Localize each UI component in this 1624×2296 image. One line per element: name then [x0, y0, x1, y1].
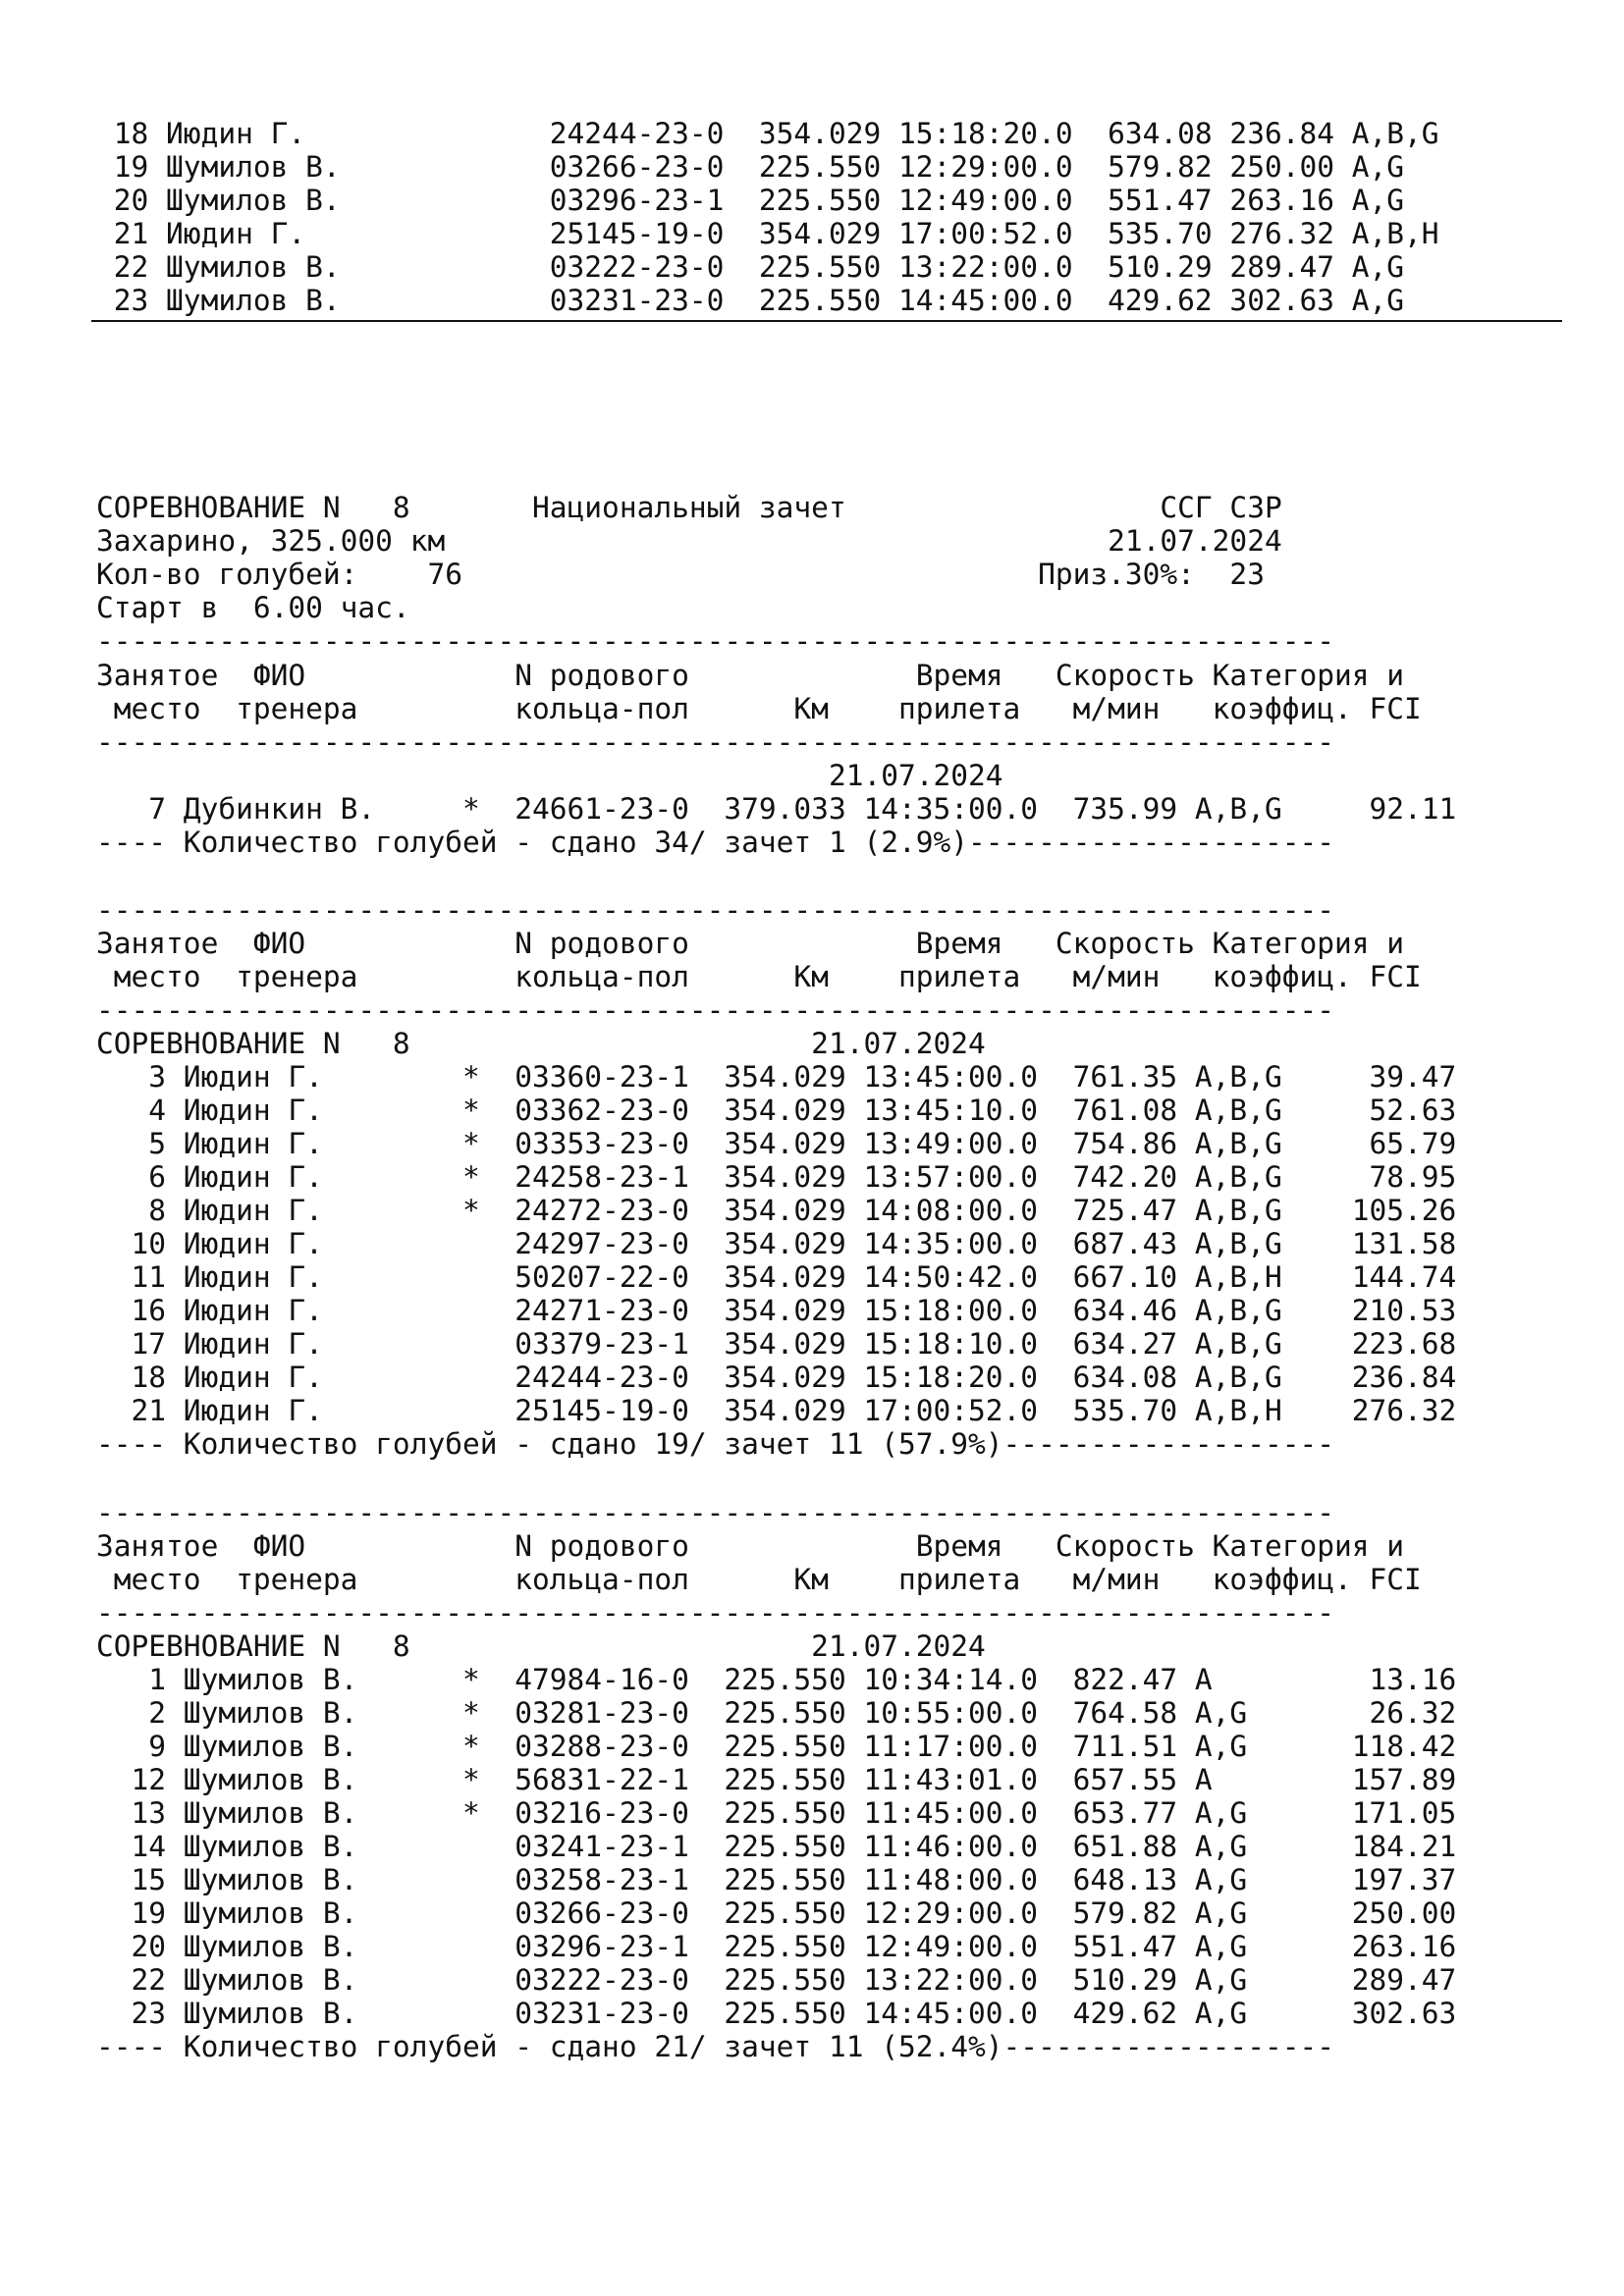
section-title-line: СОРЕВНОВАНИЕ N 8 21.07.2024: [96, 1027, 986, 1060]
result-row: 1 Шумилов В. * 47984-16-0 225.550 10:34:14.0 822.47 A 13.16: [96, 1663, 1457, 1696]
result-row: 8 Июдин Г. * 24272-23-0 354.029 14:08:00.0 725.47 A,B,G 105.26: [96, 1194, 1457, 1227]
dash-separator: -----------------------------------------------------------------------: [96, 1496, 1334, 1529]
section-summary: ---- Количество голубей - сдано 21/ зачет 11 (52.4%)-------------------: [96, 2030, 1334, 2063]
top-result-row: 19 Шумилов В. 03266-23-0 225.550 12:29:00.0 579.82 250.00 A,G: [96, 150, 1405, 184]
competition-title-line: СОРЕВНОВАНИЕ N 8 Национальный зачет ССГ СЗР: [96, 491, 1282, 524]
result-row: 10 Июдин Г. 24297-23-0 354.029 14:35:00.0 687.43 A,B,G 131.58: [96, 1227, 1457, 1260]
section-summary: ---- Количество голубей - сдано 34/ зачет 1 (2.9%)---------------------: [96, 826, 1334, 859]
result-row: 11 Июдин Г. 50207-22-0 354.029 14:50:42.0 667.10 A,B,H 144.74: [96, 1260, 1457, 1294]
result-row: 12 Шумилов В. * 56831-22-1 225.550 11:43:01.0 657.55 A 157.89: [96, 1763, 1457, 1796]
result-row: 2 Шумилов В. * 03281-23-0 225.550 10:55:00.0 764.58 A,G 26.32: [96, 1696, 1457, 1730]
result-row: 17 Июдин Г. 03379-23-1 354.029 15:18:10.0 634.27 A,B,G 223.68: [96, 1327, 1457, 1361]
result-row: 13 Шумилов В. * 03216-23-0 225.550 11:45:00.0 653.77 A,G 171.05: [96, 1796, 1457, 1830]
competition-start-line: Старт в 6.00 час.: [96, 591, 410, 624]
top-result-row: 20 Шумилов В. 03296-23-1 225.550 12:49:00.0 551.47 263.16 A,G: [96, 184, 1405, 217]
top-result-row: 18 Июдин Г. 24244-23-0 354.029 15:18:20.0 634.08 236.84 A,B,G: [96, 117, 1439, 150]
result-row: 3 Июдин Г. * 03360-23-1 354.029 13:45:00.0 761.35 A,B,G 39.47: [96, 1060, 1457, 1094]
result-row: 5 Июдин Г. * 03353-23-0 354.029 13:49:00.0 754.86 A,B,G 65.79: [96, 1127, 1457, 1160]
top-result-row: 21 Июдин Г. 25145-19-0 354.029 17:00:52.0 535.70 276.32 A,B,H: [96, 217, 1439, 250]
result-row: 4 Июдин Г. * 03362-23-0 354.029 13:45:10.0 761.08 A,B,G 52.63: [96, 1094, 1457, 1127]
top-result-row: 22 Шумилов В. 03222-23-0 225.550 13:22:00.0 510.29 289.47 A,G: [96, 250, 1405, 284]
column-header-line-2: место тренера кольца-пол Км прилета м/мин коэффиц. FCI: [96, 960, 1422, 993]
result-row: 22 Шумилов В. 03222-23-0 225.550 13:22:00.0 510.29 A,G 289.47: [96, 1963, 1457, 1997]
competition-location-line: Захарино, 325.000 км 21.07.2024: [96, 524, 1282, 558]
column-header-line-1: Занятое ФИО N родового Время Скорость Категория и: [96, 659, 1405, 692]
dash-separator: -----------------------------------------------------------------------: [96, 893, 1334, 927]
result-row: 18 Июдин Г. 24244-23-0 354.029 15:18:20.0 634.08 A,B,G 236.84: [96, 1361, 1457, 1394]
table-bottom-rule: [91, 320, 1562, 322]
dash-separator: -----------------------------------------------------------------------: [96, 725, 1334, 759]
result-row: 9 Шумилов В. * 03288-23-0 225.550 11:17:00.0 711.51 A,G 118.42: [96, 1730, 1457, 1763]
dash-separator: -----------------------------------------------------------------------: [96, 993, 1334, 1027]
result-row: 23 Шумилов В. 03231-23-0 225.550 14:45:00.0 429.62 A,G 302.63: [96, 1997, 1457, 2030]
column-header-line-1: Занятое ФИО N родового Время Скорость Категория и: [96, 927, 1405, 960]
competition-pigeon-count-line: Кол-во голубей: 76 Приз.30%: 23: [96, 558, 1265, 591]
result-row: 6 Июдин Г. * 24258-23-1 354.029 13:57:00.0 742.20 A,B,G 78.95: [96, 1160, 1457, 1194]
section-date-line: 21.07.2024: [96, 759, 1003, 792]
result-row: 14 Шумилов В. 03241-23-1 225.550 11:46:00.0 651.88 A,G 184.21: [96, 1830, 1457, 1863]
result-row: 21 Июдин Г. 25145-19-0 354.029 17:00:52.0 535.70 A,B,H 276.32: [96, 1394, 1457, 1427]
top-result-row: 23 Шумилов В. 03231-23-0 225.550 14:45:00.0 429.62 302.63 A,G: [96, 284, 1405, 317]
result-row: 15 Шумилов В. 03258-23-1 225.550 11:48:00.0 648.13 A,G 197.37: [96, 1863, 1457, 1896]
result-row: 16 Июдин Г. 24271-23-0 354.029 15:18:00.0 634.46 A,B,G 210.53: [96, 1294, 1457, 1327]
column-header-line-2: место тренера кольца-пол Км прилета м/мин коэффиц. FCI: [96, 692, 1422, 725]
result-row: 7 Дубинкин В. * 24661-23-0 379.033 14:35:00.0 735.99 A,B,G 92.11: [96, 792, 1457, 826]
dash-separator: -----------------------------------------------------------------------: [96, 624, 1334, 658]
result-row: 20 Шумилов В. 03296-23-1 225.550 12:49:00.0 551.47 A,G 263.16: [96, 1930, 1457, 1963]
section-summary: ---- Количество голубей - сдано 19/ зачет 11 (57.9%)-------------------: [96, 1427, 1334, 1461]
dash-separator: -----------------------------------------------------------------------: [96, 1596, 1334, 1629]
column-header-line-2: место тренера кольца-пол Км прилета м/мин коэффиц. FCI: [96, 1563, 1422, 1596]
result-row: 19 Шумилов В. 03266-23-0 225.550 12:29:00.0 579.82 A,G 250.00: [96, 1896, 1457, 1930]
section-title-line: СОРЕВНОВАНИЕ N 8 21.07.2024: [96, 1629, 986, 1663]
column-header-line-1: Занятое ФИО N родового Время Скорость Категория и: [96, 1529, 1405, 1563]
